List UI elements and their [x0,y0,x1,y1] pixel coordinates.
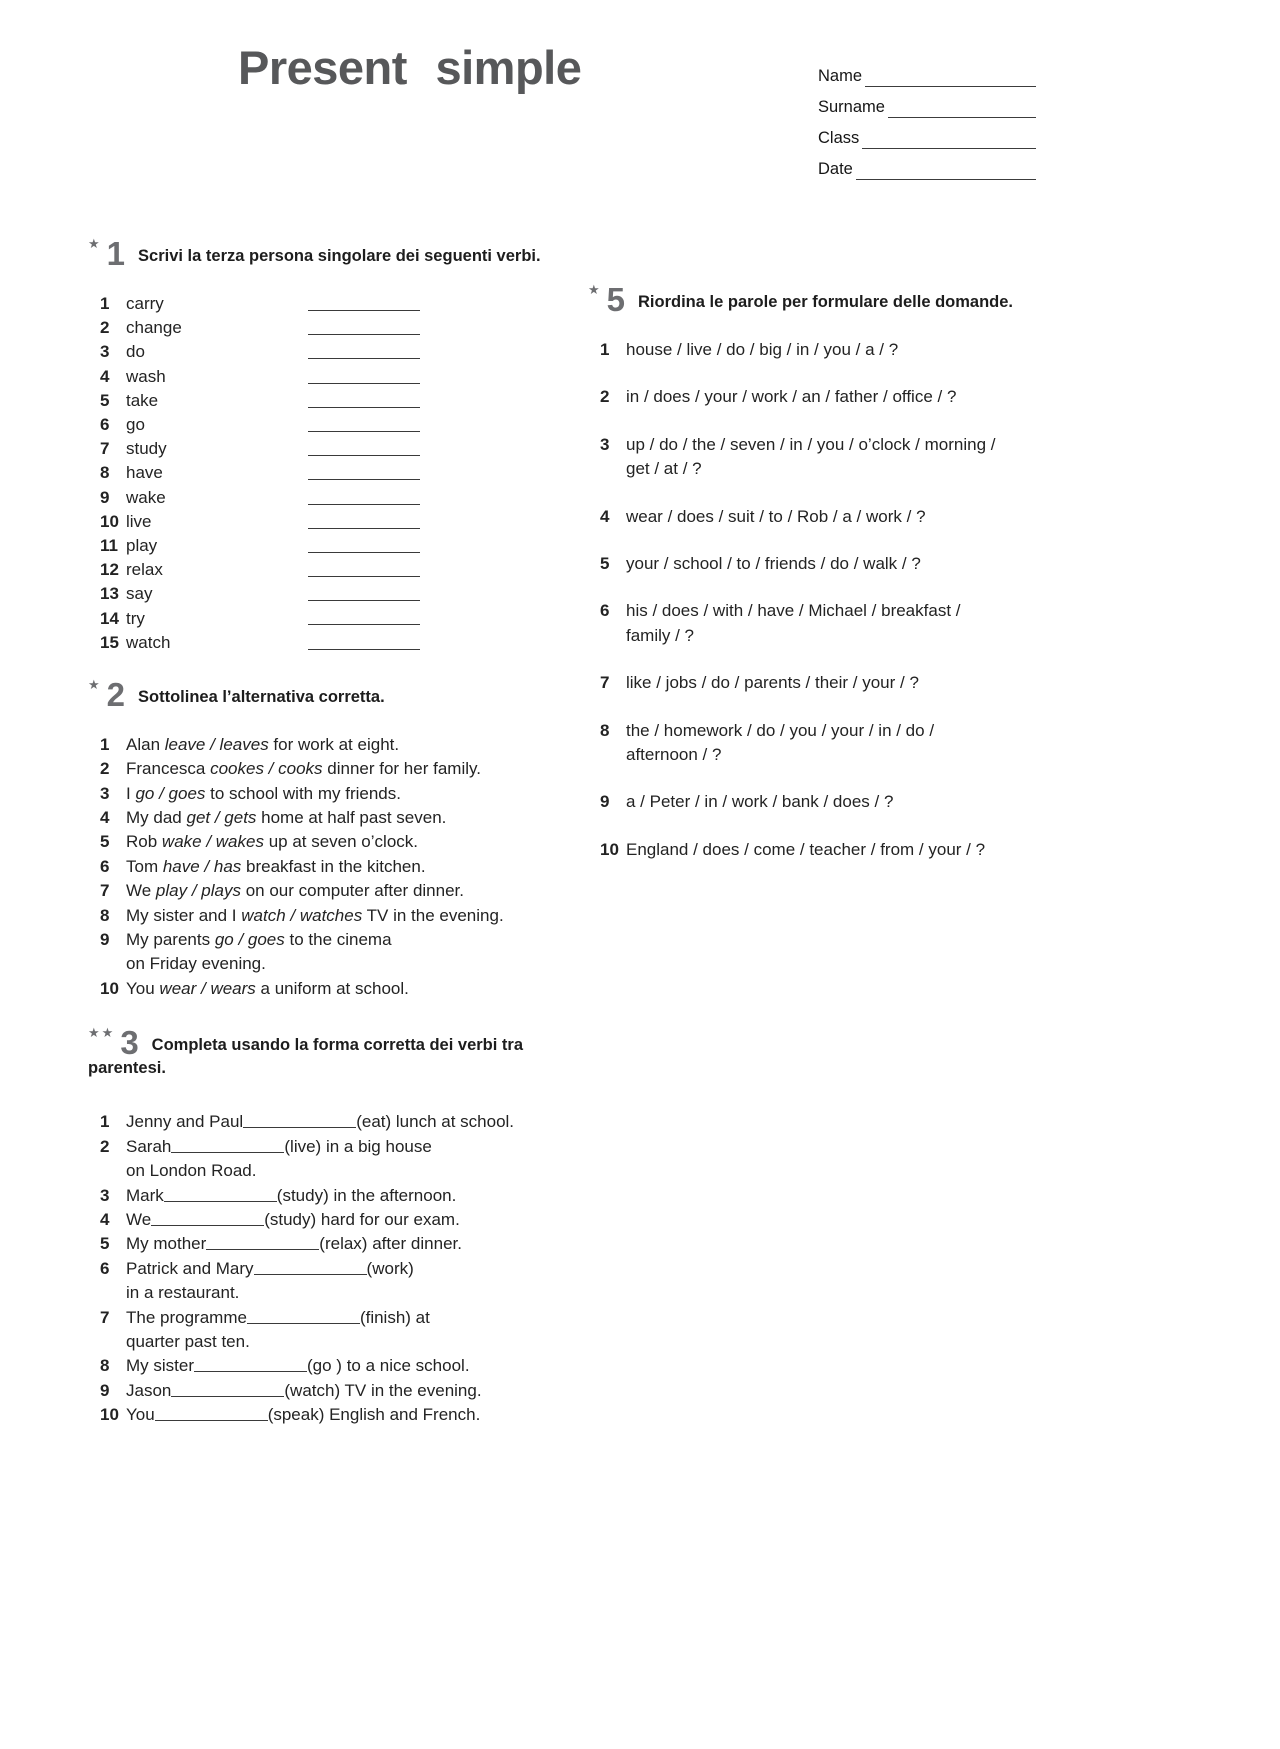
question-words: house / live / do / big / in / you / a / ? [626,340,899,359]
verb-in-brackets: (go ) [307,1356,342,1376]
sentence-post: hard for our exam. [316,1209,460,1229]
sentence-post: after dinner. [367,1234,462,1254]
sentence-pre: I [126,783,136,803]
verb-in-brackets: (work) [366,1258,414,1278]
item-number: 3 [600,434,610,454]
sentence-pre: My mother [126,1234,207,1254]
sentence-pre: Jenny and Paul [126,1112,244,1132]
verb-row [88,389,558,413]
verb-in-brackets: (study) [264,1209,317,1229]
sentence-text [126,757,558,781]
answer-blank-line [308,334,420,335]
item-number: 9 [100,487,110,507]
sentence-text [126,977,558,1001]
item-number: 8 [100,1356,110,1376]
sentence-wrap-line: on Friday evening. [126,954,266,974]
answer-blank-line [254,1260,367,1275]
sentence-text [126,1403,558,1427]
gap-fill-item [88,1232,558,1256]
alternatives-italic: play / plays [155,881,241,901]
item-number: 6 [100,415,110,435]
verb-in-brackets: (live) [284,1136,322,1156]
sentence-text [126,1232,558,1256]
item-number: 4 [600,506,610,526]
sentence-item [88,806,558,830]
left-column [88,232,558,1428]
answer-blank-line [308,649,420,650]
star-icon: ★ [588,282,602,297]
question-words: your / school / to / friends / do / walk / ? [626,554,921,574]
sentence-pre: My parents [126,930,215,950]
sentence-item [88,977,558,1001]
item-number: 2 [100,318,110,338]
sentence-post: up at seven o’clock. [263,832,418,852]
sentence-pre: You [126,1405,155,1425]
answer-blank-line [308,358,420,359]
item-number: 15 [100,632,119,652]
sentence-pre: Sarah [126,1136,172,1156]
name-field-row [818,118,1036,149]
verb-label: play [126,535,158,555]
verb-label: do [126,342,145,362]
item-number: 5 [100,1234,110,1254]
question-words: a / Peter / in / work / bank / does / ? [626,792,894,812]
question-item [588,599,1053,648]
item-number: 1 [100,734,110,754]
name-field-row [818,87,1036,118]
answer-blank-line [164,1187,277,1202]
question-item [588,838,1053,862]
question-item [588,338,1053,362]
sentence-post: to a nice school. [341,1356,470,1376]
alternatives-italic: leave / leaves [164,734,269,754]
item-number: 1 [100,294,110,314]
verb-row [88,292,558,316]
exercise-number: 1 [106,235,126,272]
sentence-list [88,733,558,1001]
verb-label: try [126,608,145,628]
item-number: 4 [100,366,110,386]
item-number: 6 [100,856,110,876]
sentence-post: to school with my friends. [205,783,401,803]
question-list [588,338,1053,862]
name-field-label: Date [818,160,853,178]
sentence-text [126,904,558,928]
sentence-text [126,879,558,903]
verb-row [88,631,558,655]
question-wrap-line: afternoon / ? [626,745,722,765]
item-number: 9 [100,930,110,950]
exercise-number: 2 [106,675,126,713]
gap-fill-item [88,1208,558,1232]
verb-label: relax [126,560,163,580]
answer-blank-line [308,407,420,408]
sentence-pre: Alan [126,734,165,754]
sentence-item [88,904,558,928]
verb-label: wash [126,366,166,386]
question-words: England / does / come / teacher / from / your / ? [626,839,986,859]
item-number: 4 [100,808,110,828]
sentence-wrap-line: quarter past ten. [126,1331,250,1351]
sentence-item [88,928,558,977]
sentence-item [88,733,558,757]
exercise-5-section [588,278,1053,862]
verb-row [88,437,558,461]
exercise-instruction: Riordina le parole per formulare delle domande. [638,293,1014,311]
item-number: 10 [600,839,619,859]
name-field-blank-line [862,134,1036,149]
verb-row [88,340,558,364]
answer-blank-line [194,1357,307,1372]
sentence-post: lunch at school. [391,1112,515,1132]
page-title: Present simple [238,41,582,94]
name-field-blank-line [856,165,1036,180]
item-number: 3 [100,342,110,362]
answer-blank-line [308,310,420,311]
question-words: the / homework / do / you / your / in / do / [626,720,935,740]
verb-in-brackets: (relax) [319,1234,368,1254]
verb-in-brackets: (speak) [267,1405,325,1425]
item-number: 5 [100,832,110,852]
answer-blank-line [308,431,420,432]
verb-list [88,292,558,655]
sentence-wrap-line: on London Road. [126,1161,257,1181]
item-number: 4 [100,1209,110,1229]
sentence-pre: Tom [126,856,163,876]
item-number: 1 [600,340,610,359]
sentence-item [88,757,558,781]
answer-blank-line [308,504,420,505]
sentence-pre: Patrick and Mary [126,1258,254,1278]
sentence-pre: The programme [126,1307,247,1327]
question-item [588,385,1053,409]
sentence-post: breakfast in the kitchen. [241,856,426,876]
sentence-item [88,830,558,854]
gap-fill-item [88,1135,558,1184]
verb-row [88,365,558,389]
sentence-pre: My dad [126,808,187,828]
star-icon: ★ [88,676,102,692]
exercise-number: 3 [120,1024,139,1062]
sentence-item [88,782,558,806]
exercise-number: 5 [606,281,626,318]
sentence-text [126,1257,558,1281]
sentence-post: to the cinema [284,930,392,950]
sentence-text [126,782,558,806]
verb-label: live [126,511,152,531]
exercise-1-header [88,232,558,272]
alternatives-italic: get / gets [186,808,257,828]
verb-label: say [126,584,153,604]
item-number: 10 [100,978,119,998]
verb-label: change [126,318,182,338]
item-number: 1 [100,1112,110,1132]
item-number: 12 [100,560,119,580]
name-field-label: Surname [818,98,885,116]
exercise-5-header [588,278,1053,318]
answer-blank-line [151,1211,264,1226]
exercise-2-header [88,673,558,713]
verb-in-brackets: (eat) [356,1112,392,1132]
sentence-item [88,879,558,903]
name-field-row [818,56,1036,87]
page-header [0,0,1280,232]
sentence-text [126,1208,558,1232]
verb-row [88,316,558,340]
question-item [588,790,1053,814]
gap-fill-item [88,1257,558,1306]
sentence-pre: My sister and I [126,905,242,925]
alternatives-italic: wake / wakes [161,832,264,852]
verb-row [88,486,558,510]
item-number: 9 [100,1380,110,1400]
item-number: 7 [100,881,110,901]
exercise-1-section [88,232,558,655]
verb-row [88,413,558,437]
sentence-text [126,830,558,854]
alternatives-italic: cookes / cooks [210,759,323,779]
alternatives-italic: go / goes [214,930,285,950]
question-item [588,671,1053,695]
verb-label: wake [126,487,166,507]
name-field-label: Class [818,129,860,147]
verb-label: take [126,390,159,410]
alternatives-italic: watch / watches [241,905,363,925]
gap-fill-item [88,1403,558,1427]
worksheet-columns [0,232,1280,1428]
name-field-row [818,149,1036,180]
question-words: in / does / your / work / an / father / office / ? [626,387,957,407]
sentence-text [126,1379,558,1403]
question-item [588,552,1053,576]
verb-row [88,582,558,606]
verb-row [88,510,558,534]
sentence-text [126,1135,558,1159]
item-number: 2 [100,1136,110,1156]
verb-row [88,534,558,558]
name-field-blank-line [888,103,1036,118]
sentence-text [126,806,558,830]
alternatives-italic: have / has [162,856,242,876]
verb-in-brackets: (watch) [284,1380,341,1400]
item-number: 2 [100,759,110,779]
exercise-3-header [88,1021,558,1080]
sentence-pre: Francesca [126,759,211,779]
item-number: 6 [600,601,610,621]
alternatives-italic: go / goes [135,783,206,803]
gap-fill-list [88,1110,558,1427]
item-number: 7 [100,1307,110,1327]
question-wrap-line: family / ? [626,625,695,645]
item-number: 3 [100,1185,110,1205]
sentence-post: for work at eight. [268,734,400,754]
name-field-label: Name [818,67,863,85]
sentence-text [126,1354,558,1378]
sentence-pre: We [126,1209,152,1229]
sentence-post: TV in the evening. [362,905,504,925]
item-number: 5 [600,554,610,574]
question-wrap-line: get / at / ? [626,459,702,479]
answer-blank-line [308,383,420,384]
sentence-post: at [410,1307,430,1327]
sentence-post: on our computer after dinner. [240,881,464,901]
gap-fill-item [88,1110,558,1134]
verb-row [88,606,558,630]
answer-blank-line [247,1309,360,1324]
sentence-pre: Jason [126,1380,172,1400]
sentence-pre: My sister [126,1356,194,1376]
verb-in-brackets: (study) [276,1185,329,1205]
question-words: wear / does / suit / to / Rob / a / work / ? [626,506,926,526]
sentence-wrap-line: in a restaurant. [126,1283,240,1303]
exercise-instruction: Sottolinea l’alternativa corretta. [138,687,385,706]
item-number: 8 [100,463,110,483]
item-number: 10 [100,511,119,531]
verb-row [88,461,558,485]
exercise-3-section [88,1021,558,1427]
item-number: 10 [100,1405,119,1425]
item-number: 8 [600,720,610,740]
verb-in-brackets: (finish) [359,1307,411,1327]
sentence-text [126,733,558,757]
verb-label: go [126,415,145,435]
sentence-text [126,1184,558,1208]
student-info-block [818,56,1036,180]
answer-blank-line [308,455,420,456]
sentence-post: English and French. [324,1405,481,1425]
item-number: 14 [100,608,119,628]
item-number: 5 [100,390,110,410]
answer-blank-line [171,1138,284,1153]
verb-label: watch [126,632,171,652]
question-item [588,505,1053,529]
item-number: 6 [100,1258,110,1278]
alternatives-italic: wear / wears [159,978,256,998]
sentence-pre: We [126,881,156,901]
item-number: 3 [100,783,110,803]
sentence-post: dinner for her family. [322,759,481,779]
sentence-pre: Rob [126,832,162,852]
question-words: like / jobs / do / parents / their / your / ? [626,673,919,693]
sentence-post: in a big house [321,1136,432,1156]
question-item [588,719,1053,768]
item-number: 11 [100,535,118,555]
right-column [588,232,1053,885]
verb-label: carry [126,294,164,314]
sentence-pre: Mark [126,1185,164,1205]
sentence-post: a uniform at school. [255,978,409,998]
verb-row [88,558,558,582]
answer-blank-line [308,552,420,553]
answer-blank-line [155,1406,268,1421]
answer-blank-line [243,1113,356,1128]
sentence-pre: You [126,978,160,998]
exercise-instruction: Completa usando la forma corretta dei verbi tra parentesi. [88,1036,524,1078]
gap-fill-item [88,1379,558,1403]
sentence-post: in the afternoon. [328,1185,457,1205]
answer-blank-line [308,624,420,625]
sentence-text [126,855,558,879]
sentence-item [88,855,558,879]
answer-blank-line [308,600,420,601]
sentence-text [126,1306,558,1330]
sentence-text [126,928,558,952]
sentence-post: home at half past seven. [256,808,447,828]
gap-fill-item [88,1184,558,1208]
gap-fill-item [88,1354,558,1378]
item-number: 13 [100,584,119,604]
star-icon: ★★ [88,1025,116,1041]
item-number: 8 [100,905,110,925]
answer-blank-line [308,479,420,480]
verb-label: have [126,463,163,483]
sentence-post: TV in the evening. [340,1380,482,1400]
question-words: up / do / the / seven / in / you / o’clock / morning / [626,434,996,454]
verb-label: study [126,439,167,459]
question-words: his / does / with / have / Michael / breakfast / [626,601,961,621]
answer-blank-line [206,1235,319,1250]
star-icon: ★ [88,236,102,251]
name-field-blank-line [865,72,1036,87]
item-number: 7 [600,673,610,693]
sentence-text [126,1110,558,1134]
answer-blank-line [308,528,420,529]
item-number: 9 [600,792,610,812]
exercise-instruction: Scrivi la terza persona singolare dei seguenti verbi. [138,247,541,265]
answer-blank-line [171,1382,284,1397]
gap-fill-item [88,1306,558,1355]
exercise-2-section [88,673,558,1001]
item-number: 7 [100,439,110,459]
item-number: 2 [600,387,610,407]
answer-blank-line [308,576,420,577]
question-item [588,433,1053,482]
